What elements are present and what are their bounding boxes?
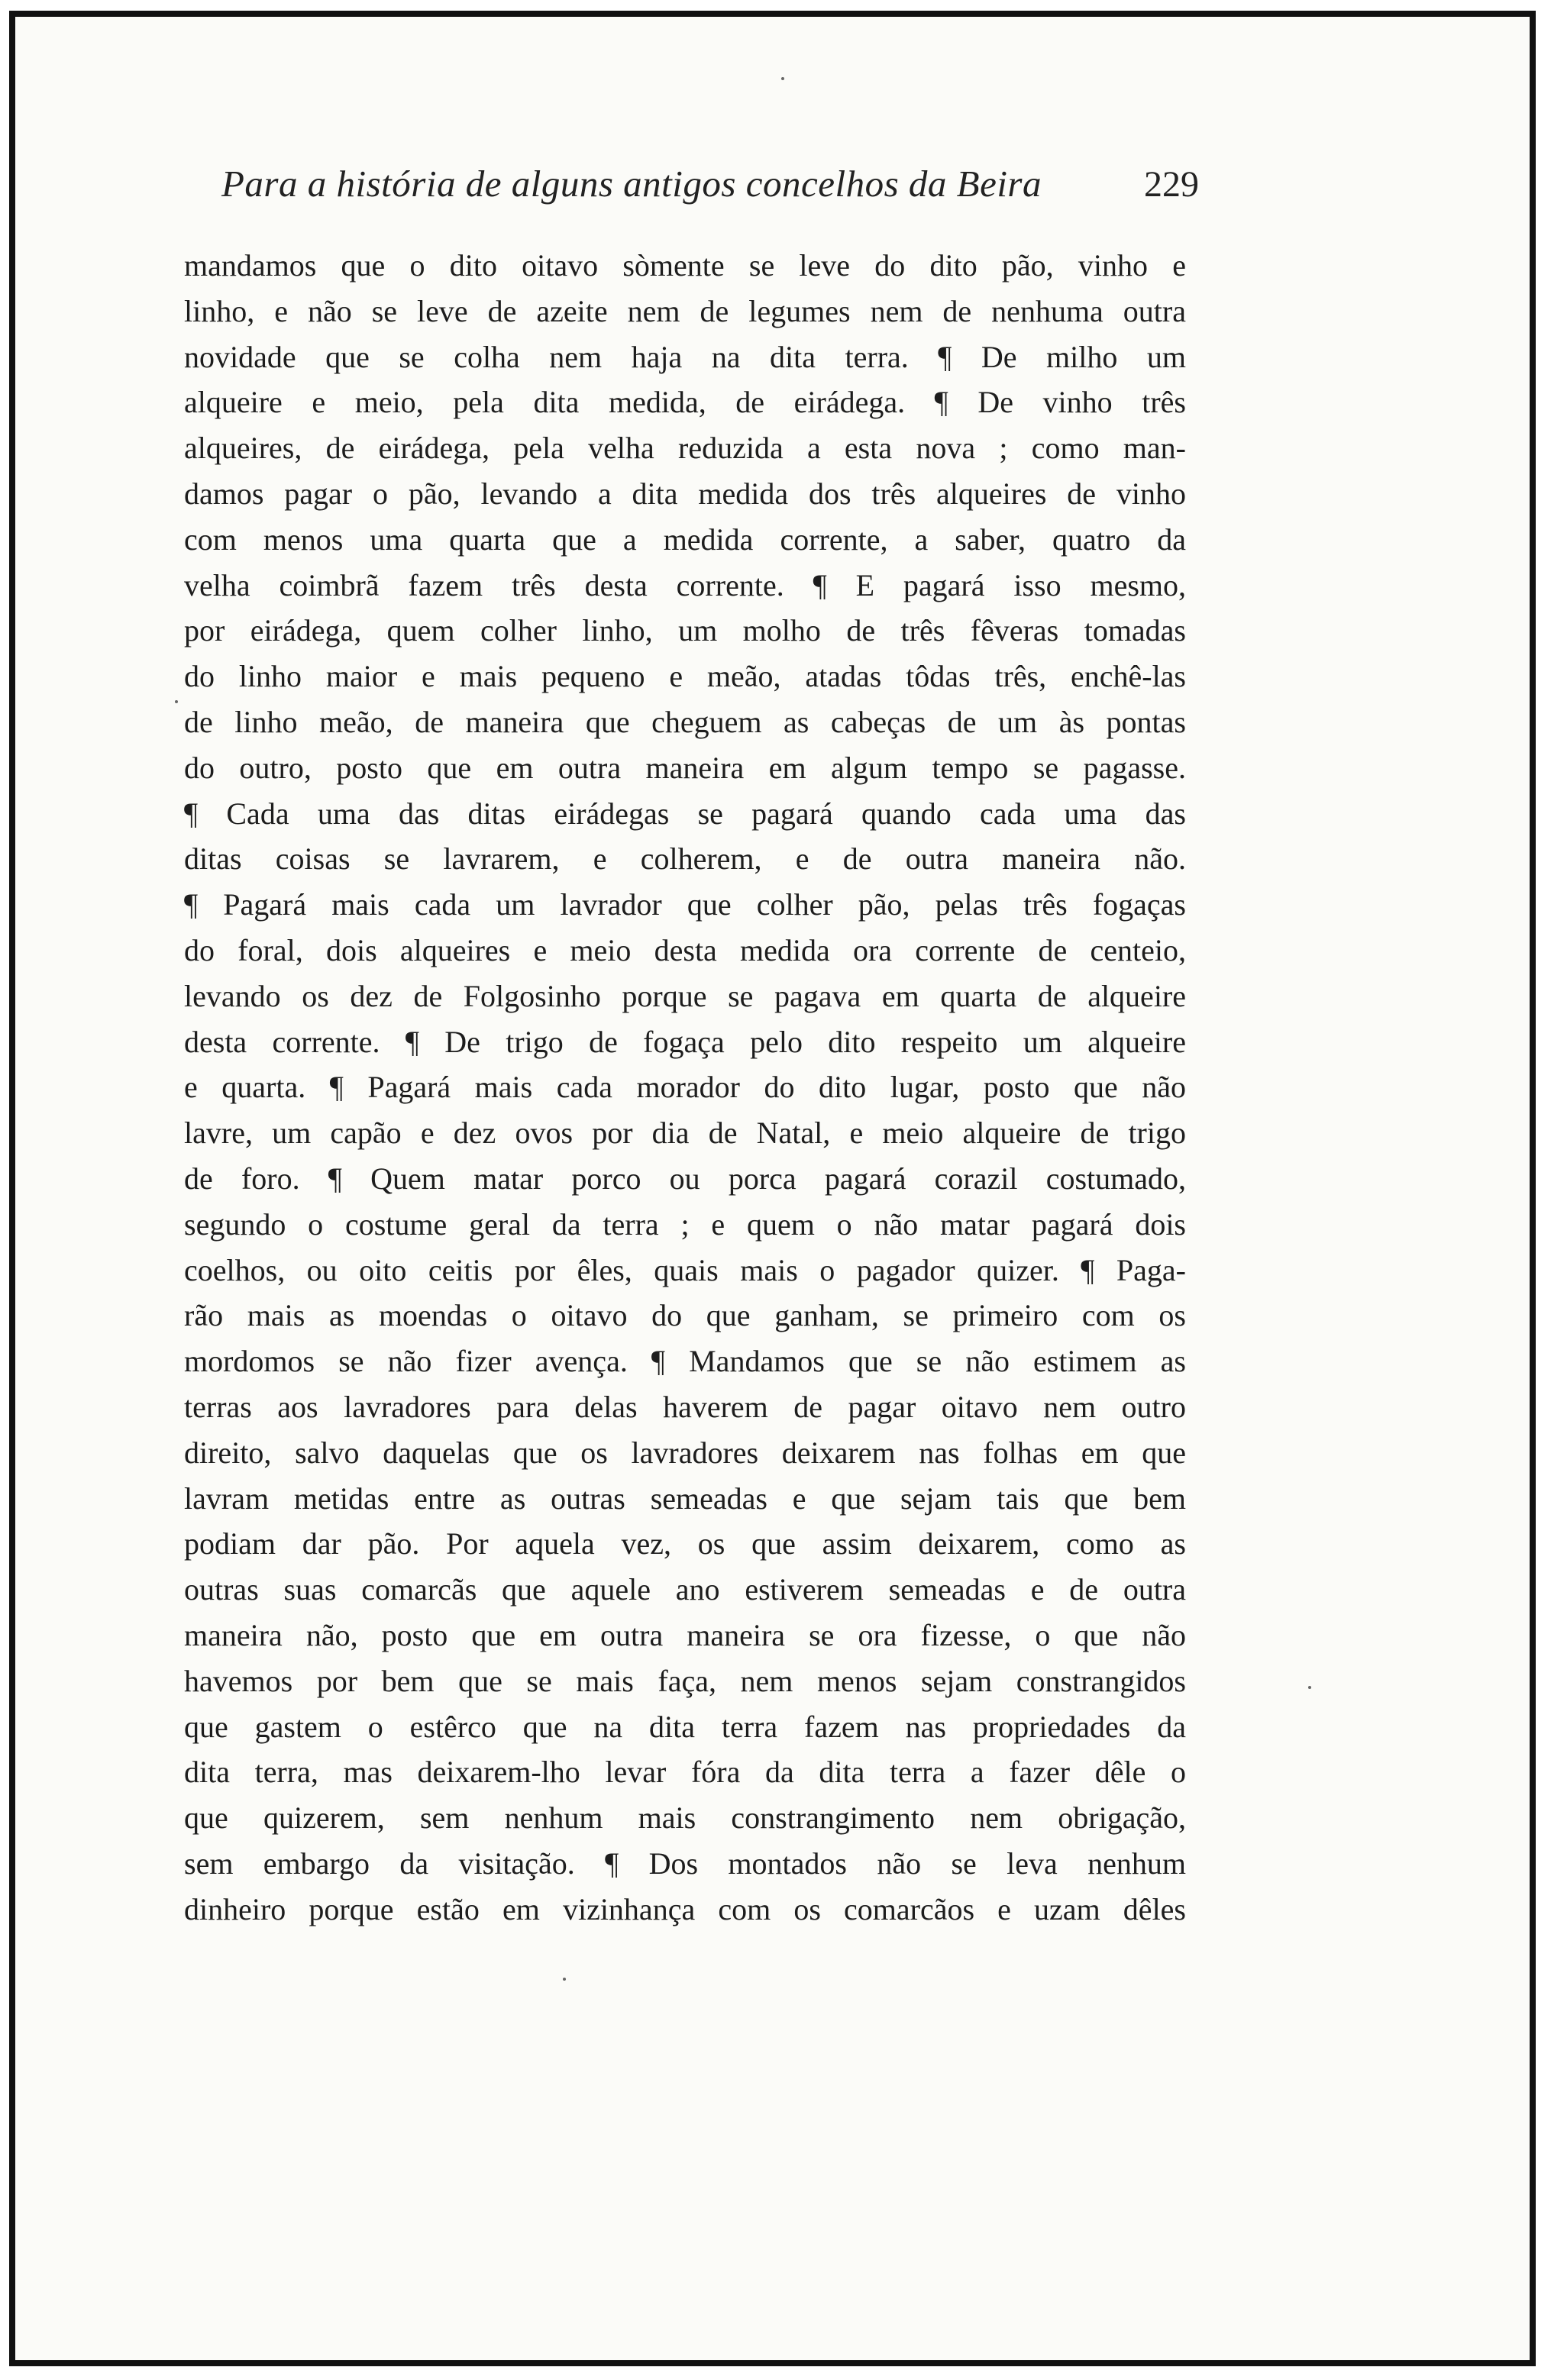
- text-line: alqueires, de eirádega, pela velha reduzida a esta nova ; como man-: [184, 431, 1186, 466]
- text-line: rão mais as moendas o oitavo do que ganham, se primeiro com os: [184, 1298, 1186, 1333]
- text-line: do foral, dois alqueires e meio desta medida ora corrente de centeio,: [184, 932, 1186, 967]
- body-text: [184, 243, 1186, 1932]
- paper-speck: [175, 700, 178, 703]
- text-line: velha coimbrã fazem três desta corrente. ¶ E pagará isso mesmo,: [184, 567, 1186, 602]
- text-line: do linho maior e mais pequeno e meão, atadas tôdas três, enchê-las: [184, 659, 1186, 694]
- text-line: e quarta. ¶ Pagará mais cada morador do dito lugar, posto que não: [184, 1070, 1186, 1105]
- text-line: terras aos lavradores para delas haverem de pagar oitavo nem outro: [184, 1389, 1186, 1424]
- text-line: coelhos, ou oito ceitis por êles, quais mais o pagador quizer. ¶ Paga-: [184, 1252, 1186, 1287]
- paper-speck: [781, 77, 784, 80]
- text-line: mandamos que o dito oitavo sòmente se leve do dito pão, vinho e: [184, 248, 1186, 283]
- text-line: podiam dar pão. Por aquela vez, os que assim deixarem, como as: [184, 1526, 1186, 1561]
- text-line: segundo o costume geral da terra ; e quem o não matar pagará dois: [184, 1206, 1186, 1242]
- text-line: linho, e não se leve de azeite nem de legumes nem de nenhuma outra: [184, 293, 1186, 328]
- text-line: damos pagar o pão, levando a dita medida dos três alqueires de vinho: [184, 476, 1186, 511]
- text-line: de foro. ¶ Quem matar porco ou porca pagará corazil costumado,: [184, 1161, 1186, 1196]
- text-line: de linho meão, de maneira que cheguem as cabeças de um às pontas: [184, 704, 1186, 739]
- text-line: dinheiro porque estão em vizinhança com os comarcãos e uzam dêles: [184, 1891, 1186, 1926]
- text-line: por eirádega, quem colher linho, um molho de três fêveras tomadas: [184, 613, 1186, 648]
- text-line: havemos por bem que se mais faça, nem menos sejam constrangidos: [184, 1663, 1186, 1698]
- text-line: direito, salvo daquelas que os lavradores deixarem nas folhas em que: [184, 1435, 1186, 1470]
- text-line: com menos uma quarta que a medida corrente, a saber, quatro da: [184, 522, 1186, 557]
- text-line: dita terra, mas deixarem-lho levar fóra da dita terra a fazer dêle o: [184, 1755, 1186, 1790]
- text-line: desta corrente. ¶ De trigo de fogaça pelo dito respeito um alqueire: [184, 1024, 1186, 1059]
- text-line: sem embargo da visitação. ¶ Dos montados não se leva nenhum: [184, 1846, 1186, 1881]
- text-line: levando os dez de Folgosinho porque se pagava em quarta de alqueire: [184, 978, 1186, 1013]
- text-line: maneira não, posto que em outra maneira se ora fizesse, o que não: [184, 1617, 1186, 1652]
- text-line: do outro, posto que em outra maneira em algum tempo se pagasse.: [184, 750, 1186, 785]
- paper-speck: [1308, 1686, 1311, 1689]
- text-line: alqueire e meio, pela dita medida, de eirádega. ¶ De vinho três: [184, 385, 1186, 420]
- text-line: outras suas comarcãs que aquele ano estiverem semeadas e de outra: [184, 1572, 1186, 1607]
- text-line: ¶ Pagará mais cada um lavrador que colher pão, pelas três fogaças: [184, 887, 1186, 922]
- text-line: novidade que se colha nem haja na dita terra. ¶ De milho um: [184, 339, 1186, 374]
- text-line: que gastem o estêrco que na dita terra fazem nas propriedades da: [184, 1709, 1186, 1744]
- text-line: que quizerem, sem nenhum mais constrangimento nem obrigação,: [184, 1800, 1186, 1836]
- text-line: lavre, um capão e dez ovos por dia de Natal, e meio alqueire de trigo: [184, 1116, 1186, 1151]
- running-head: [221, 162, 1199, 205]
- paper-speck: [563, 1978, 566, 1981]
- text-line: ¶ Cada uma das ditas eirádegas se pagará quando cada uma das: [184, 796, 1186, 831]
- text-line: ditas coisas se lavrarem, e colherem, e de outra maneira não.: [184, 841, 1186, 877]
- page-number: 229: [1144, 164, 1199, 205]
- text-line: mordomos se não fizer avença. ¶ Mandamos que se não estimem as: [184, 1344, 1186, 1379]
- running-title: Para a história de alguns antigos concelhos da Beira: [221, 163, 1042, 205]
- text-line: lavram metidas entre as outras semeadas e que sejam tais que bem: [184, 1481, 1186, 1516]
